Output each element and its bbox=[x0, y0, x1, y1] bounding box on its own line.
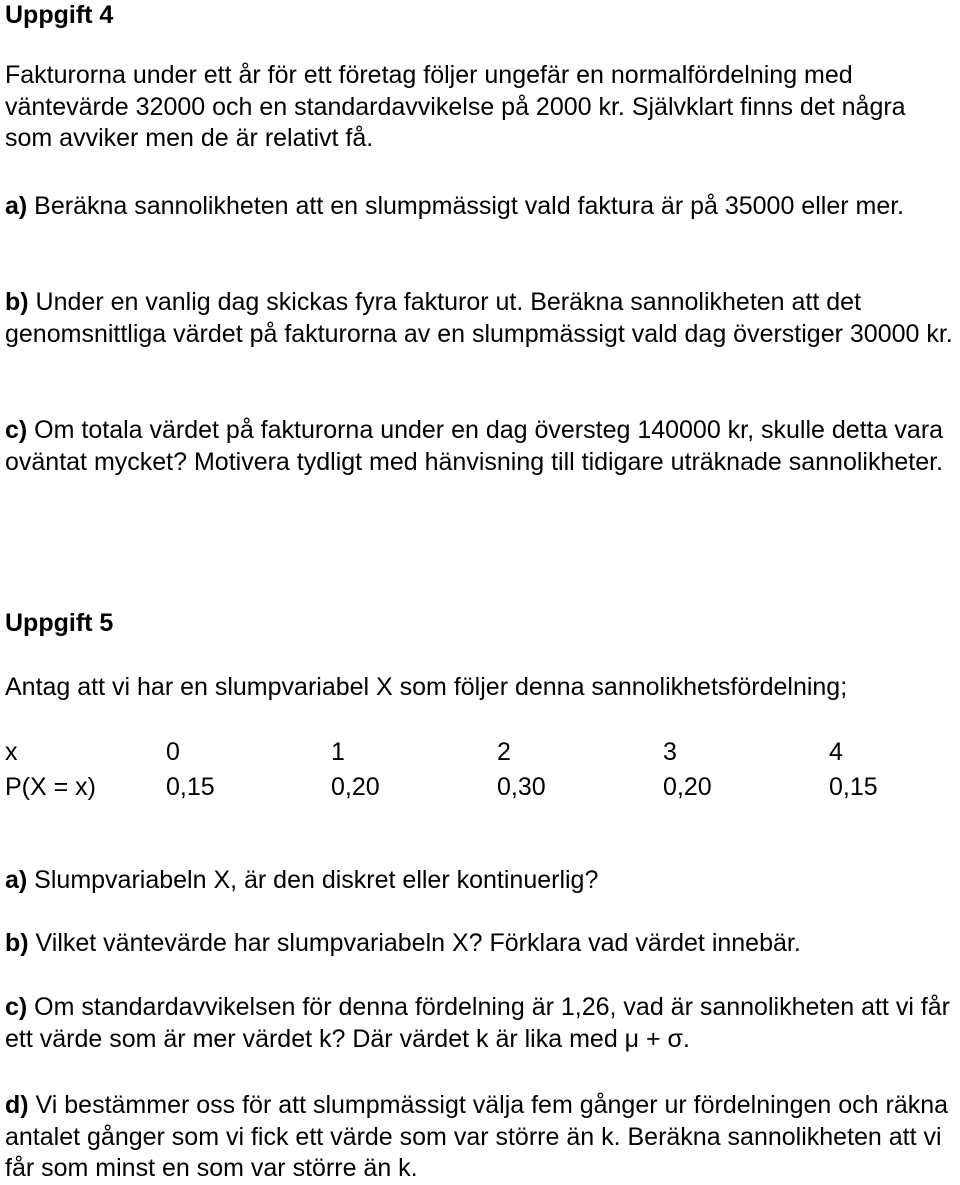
question-label: c) bbox=[5, 993, 28, 1021]
question-text: Beräkna sannolikheten att en slumpmässigt vald faktura är på 35000 eller mer. bbox=[27, 192, 905, 220]
table-cell: 0,15 bbox=[829, 773, 878, 801]
question-text: Om standardavvikelsen för denna fördelning är 1,26, vad är sannolikheten att vi får ett värde som är mer värdet k? Där värdet k är lika med μ + σ. bbox=[5, 993, 950, 1053]
table-cell: 4 bbox=[829, 738, 843, 766]
question-label: d) bbox=[5, 1091, 29, 1119]
question-text: Under en vanlig dag skickas fyra fakturor ut. Beräkna sannolikheten att det genomsnittliga värdet på fakturorna av en slumpmässigt vald dag överstiger 30000 kr. bbox=[5, 288, 953, 348]
task4-question-c bbox=[5, 415, 945, 478]
task5-question-c bbox=[5, 992, 955, 1055]
task4-question-b bbox=[5, 287, 955, 350]
table-cell: P(X = x) bbox=[5, 773, 96, 801]
question-text: Vi bestämmer oss för att slumpmässigt välja fem gånger ur fördelningen och räkna antalet gånger som vi fick ett värde som var större än k. Beräkna sannolikheten att vi får som minst en som var större än k. bbox=[5, 1091, 949, 1182]
table-cell: 0,30 bbox=[497, 773, 546, 801]
table-cell: 0,20 bbox=[663, 773, 712, 801]
table-cell: 1 bbox=[331, 738, 345, 766]
question-label: b) bbox=[5, 288, 29, 316]
question-label: a) bbox=[5, 866, 28, 894]
task4-title: Uppgift 4 bbox=[5, 1, 114, 29]
question-label: a) bbox=[5, 192, 28, 220]
task5-question-b bbox=[5, 928, 955, 960]
task5-question-d bbox=[5, 1090, 955, 1185]
table-cell: 3 bbox=[663, 738, 677, 766]
question-text: Vilket väntevärde har slumpvariabeln X? Förklara vad värdet innebär. bbox=[28, 929, 801, 957]
table-cell: x bbox=[5, 738, 18, 766]
table-cell: 0 bbox=[166, 738, 180, 766]
task5-title: Uppgift 5 bbox=[5, 609, 114, 637]
task5-intro: Antag att vi har en slumpvariabel X som följer denna sannolikhetsfördelning; bbox=[5, 673, 848, 701]
task4-intro: Fakturorna under ett år för ett företag följer ungefär en normalfördelning med väntevärde 32000 och en standardavvikelse på 2000 kr. Självklart finns det några som avviker men de är relativt få. bbox=[5, 61, 906, 152]
probability-table bbox=[5, 735, 949, 805]
question-label: c) bbox=[5, 416, 28, 444]
task5-question-a bbox=[5, 865, 955, 897]
question-label: b) bbox=[5, 929, 29, 957]
question-text: Om totala värdet på fakturorna under en dag översteg 140000 kr, skulle detta vara oväntat mycket? Motivera tydligt med hänvisning till tidigare uträknade sannolikheter. bbox=[5, 416, 944, 476]
table-cell: 0,20 bbox=[331, 773, 380, 801]
table-cell: 0,15 bbox=[166, 773, 215, 801]
task4-question-a bbox=[5, 191, 955, 223]
table-cell: 2 bbox=[497, 738, 511, 766]
question-text: Slumpvariabeln X, är den diskret eller kontinuerlig? bbox=[27, 866, 599, 894]
